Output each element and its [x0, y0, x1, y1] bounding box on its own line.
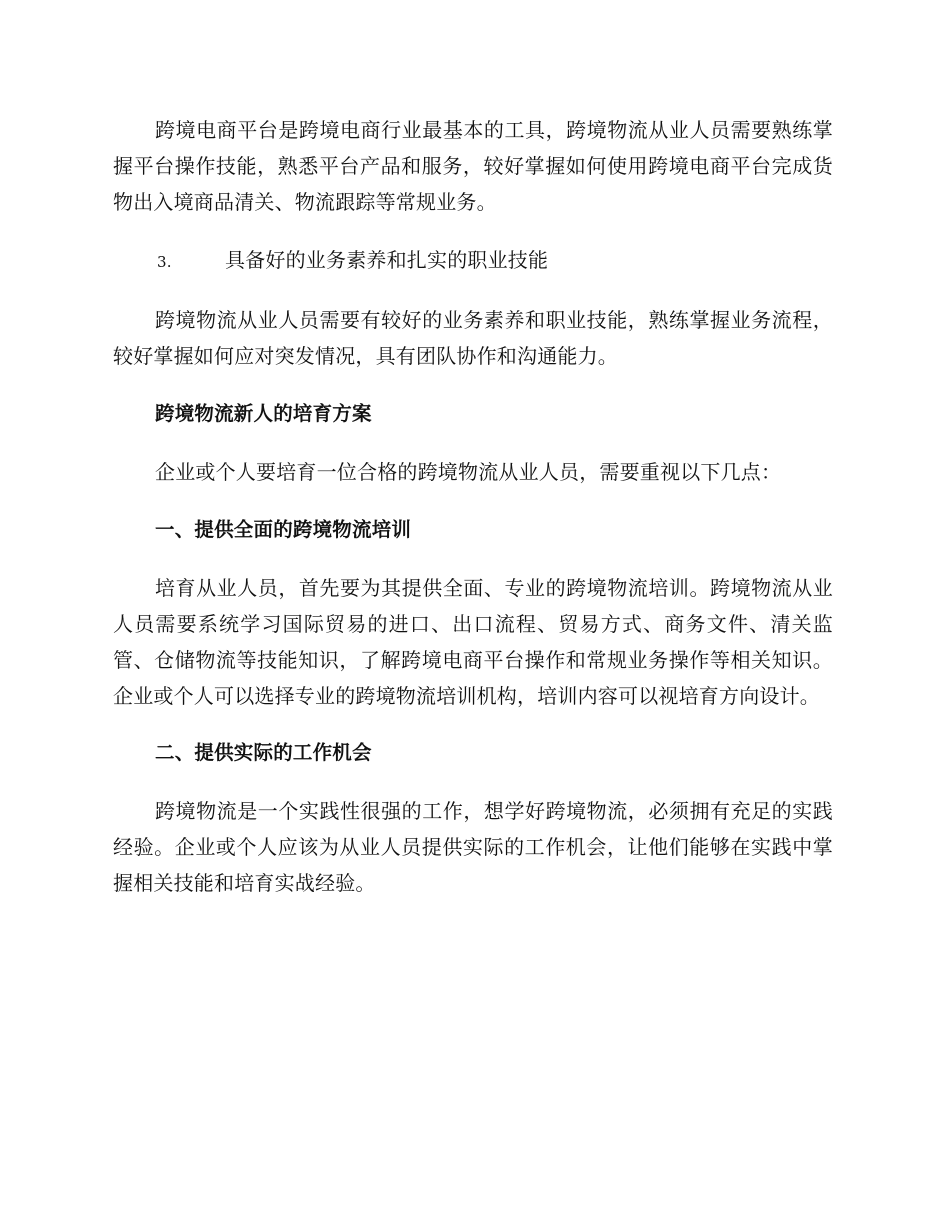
- heading-training-plan: 跨境物流新人的培育方案: [155, 402, 372, 425]
- heading-section-2: 二、提供实际的工作机会: [155, 741, 372, 764]
- heading-section-1: 一、提供全面的跨境物流培训: [155, 518, 412, 541]
- list-number: 3.: [157, 253, 172, 271]
- paragraph-training: 培育从业人员，首先要为其提供全面、专业的跨境物流培训。跨境物流从业人员需要系统学习国际贸易的进口、出口流程、贸易方式、商务文件、清关监管、仓储物流等技能知识，了解跨境电商平台操作和常规业务操作等相关知识。企业或个人可以选择专业的跨境物流培训机构，培训内容可以视培育方向设计。: [113, 576, 833, 708]
- paragraph-platform-skills: 跨境电商平台是跨境电商行业最基本的工具，跨境物流从业人员需要熟练掌握平台操作技能，熟悉平台产品和服务，较好掌握如何使用跨境电商平台完成货物出入境商品清关、物流跟踪等常规业务。: [113, 118, 833, 214]
- list-item-text: 具备好的业务素养和扎实的职业技能: [225, 248, 549, 272]
- paragraph-professional-skills: 跨境物流从业人员需要有较好的业务素养和职业技能，熟练掌握业务流程，较好掌握如何应对突发情况，具有团队协作和沟通能力。: [113, 308, 833, 368]
- paragraph-work-opportunity: 跨境物流是一个实践性很强的工作，想学好跨境物流，必须拥有充足的实践经验。企业或个人应该为从业人员提供实际的工作机会，让他们能够在实践中掌握相关技能和培育实战经验。: [113, 799, 833, 895]
- document-body: [113, 112, 833, 901]
- paragraph-intro-points: 企业或个人要培育一位合格的跨境物流从业人员，需要重视以下几点：: [155, 460, 782, 484]
- list-item-3: [113, 242, 833, 280]
